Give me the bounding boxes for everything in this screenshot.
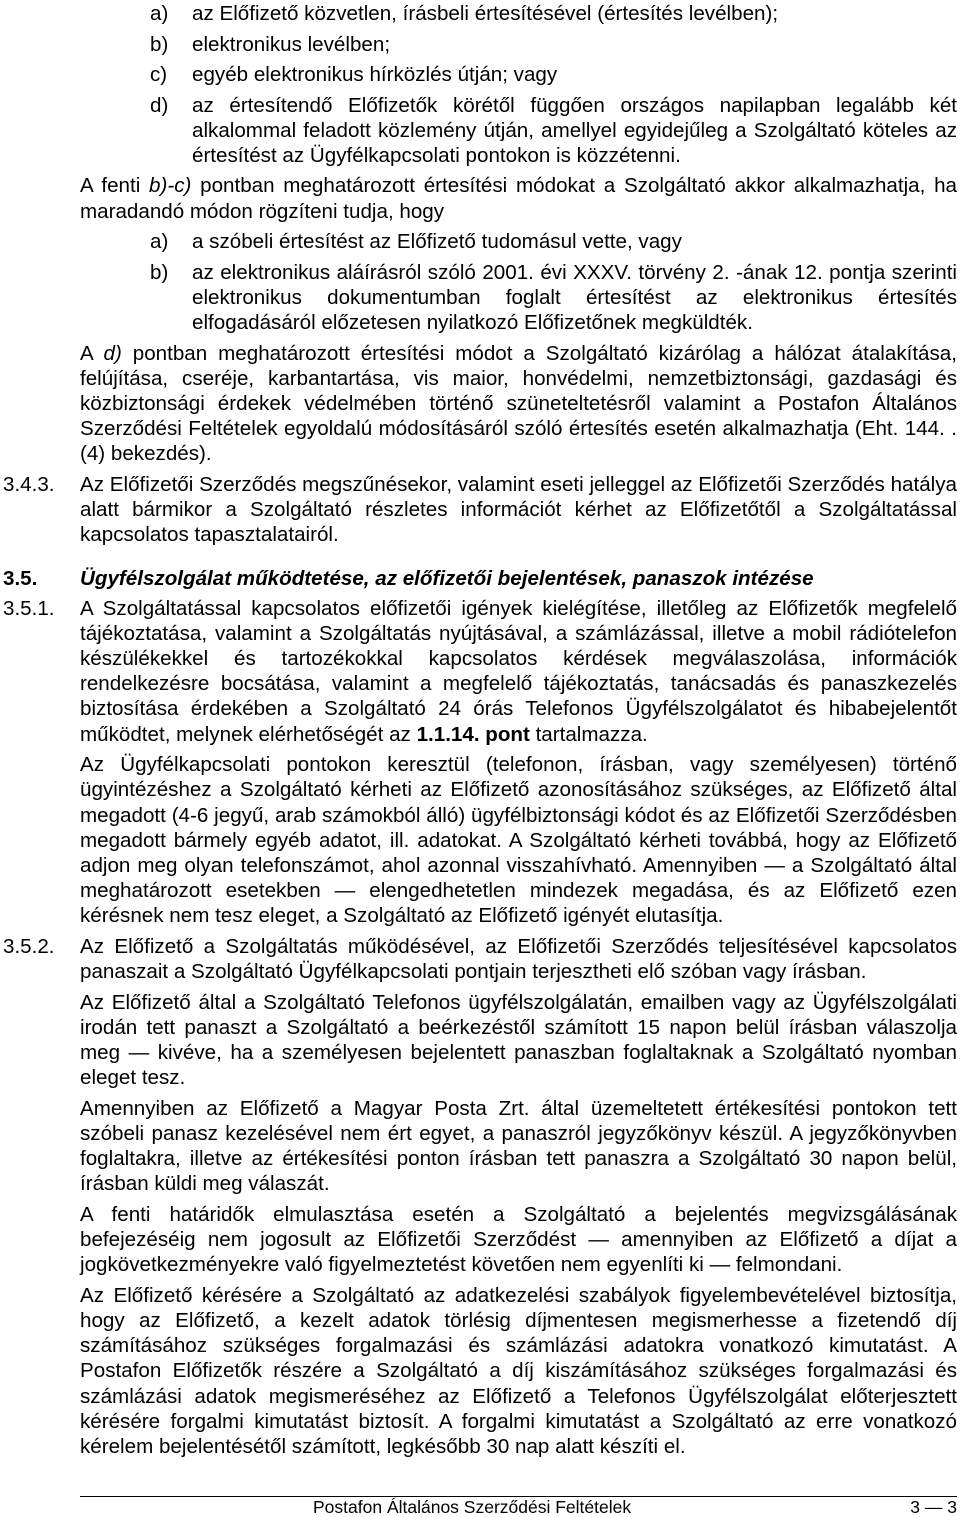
list-marker: a)	[150, 230, 169, 254]
section-number: 3.5.2.	[3, 934, 55, 958]
section-3-5-2	[3, 934, 957, 984]
list-text: az értesítendő Előfizetők körétől függően országos napilapban legalább két alkalommal feladott közlemény útján, amellyel egyidejűleg a Szolgáltató köteles az értesítést az Ügyfélkapcsolati pontokon is közzétenni.	[192, 93, 957, 167]
section-text: A Szolgáltatással kapcsolatos előfizetői igények kielégítése, illetőleg az Előfizetők megfelelő tájékoztatása, valamint a Szolgáltatás nyújtásával, a számlázással, illetve a mobil rádiótelefon készülékekkel és tartozékokkal kapcsolatos kérdések megválaszolása, információk rendelkezésre bocsátása, valamint a megfelelő tájékoztatás, tanácsadás és panaszkezelés biztosítása érdekében a Szolgáltató 24 órás Telefonos Ügyfélszolgálatot és hibabejelentőt működtet, melynek elérhetőségét az	[80, 596, 957, 746]
list-marker: d)	[150, 93, 169, 117]
list-item	[80, 229, 957, 254]
page-number: 3 — 3	[910, 1497, 957, 1517]
list-marker: b)	[150, 32, 169, 56]
section-number: 3.5.	[3, 567, 38, 591]
paragraph-traffic-report: Az Előfizető kérésére a Szolgáltató az adatkezelési szabályok figyelembevételével biztosítja, hogy az Előfizető, a kezelt adatok törlésig díjmentesen megismerhesse a fizetendő díj számításához szükséges forgalmazási és számlázási adatokra vonatkozó kimutatást. A Postafon Előfizetők részére a Szolgáltató a díj kiszámításához szükséges forgalmazási és számlázási adatok megismeréséhez az Előfizető a Telefonos Ügyfélszolgálat előterjesztett kérésére forgalmi kimutatást biztosít. A forgalmi kimutatást a Szolgáltató az erre vonatkozó kérelem bejelentésétől számított, legkésőbb 30 nap alatt készíti el.	[80, 1283, 957, 1458]
paragraph-text: pontban meghatározott értesítési módot a Szolgáltató kizárólag a hálózat átalakítása, felújítása, cseréje, karbantartása, vis maior, honvédelmi, nemzetbiztonsági, gazdasági és közbiztonsági érdekek védelmében történő szüneteltetésről valamint a Postafon Általános Szerződési Feltételek egyoldalú módosításáról szóló értesítés esetén alkalmazhatja (Eht. 144. . (4) bekezdés).	[80, 341, 957, 466]
section-number: 3.4.3.	[3, 472, 55, 496]
list-marker: c)	[150, 63, 168, 86]
list-item	[80, 1, 957, 26]
section-heading-3-5	[3, 566, 957, 591]
section-text: Az Előfizető a Szolgáltatás működésével, az Előfizetői Szerződés teljesítésével kapcsolatos panaszait a Szolgáltató Ügyfélkapcsolati pontjain terjesztheti elő szóban vagy írásban.	[80, 934, 957, 984]
paragraph-methods-bc	[80, 173, 957, 223]
section-3-4-3	[3, 472, 957, 548]
list-item	[80, 62, 957, 87]
list-marker: a)	[150, 2, 169, 25]
list-text: elektronikus levélben;	[192, 32, 391, 56]
paragraph-identification: Az Ügyfélkapcsolati pontokon keresztül (telefonon, írásban, vagy személyesen) történő ügyintézéshez a Szolgáltató kérheti az Előfizető azonosításához szükséges, az Előfizető által megadott (4-6 jegyű, arab számokból álló) ügyfélbiztonsági kódot és az Előfizetői Szerződésben megadott bármely egyéb adatot, ill. adatokat. A Szolgáltató kérheti továbbá, hogy az Előfizető adjon meg olyan telefonszámot, ahol azonnal visszahívható. Amennyiben — a Szolgáltató által meghatározott esetekben — elengedhetetlen mindezek megadása, és az Előfizető ezen kérésnek nem tesz eleget, a Szolgáltató az Előfizető igényét elutasítja.	[80, 753, 957, 928]
list-item	[80, 93, 957, 169]
list-text: egyéb elektronikus hírközlés útján; vagy	[192, 63, 558, 86]
list-text: az elektronikus aláírásról szóló 2001. évi XXXV. törvény 2. -ának 12. pontja szerinti elektronikus dokumentumban foglalt értesítést az elektronikus értesítés elfogadásáról előzetesen nyilatkozó Előfizetőnek megküldték.	[192, 260, 957, 335]
document-body	[3, 1, 957, 1464]
list-marker: b)	[150, 260, 169, 284]
italic-reference: b)-c)	[149, 174, 192, 198]
section-text: tartalmazza.	[529, 722, 648, 746]
page-footer	[80, 1496, 957, 1517]
italic-reference: d)	[103, 341, 122, 365]
section-text: Az Előfizetői Szerződés megszűnésekor, valamint eseti jelleggel az Előfizetői Szerződés hatálya alatt bármikor a Szolgáltató részletes információt kérhet az Előfizetőtől a Szolgáltatással kapcsolatos tapasztalatairól.	[80, 472, 957, 547]
bold-reference: 1.1.14. pont	[416, 722, 530, 746]
footer-title: Postafon Általános Szerződési Feltételek	[313, 1497, 632, 1517]
paragraph-text: A	[80, 341, 104, 365]
paragraph-text: A fenti	[80, 174, 150, 198]
list-text: a szóbeli értesítést az Előfizető tudomásul vette, vagy	[192, 230, 682, 254]
section-3-5-1	[3, 596, 957, 747]
list-item	[80, 260, 957, 336]
section-title: Ügyfélszolgálat működtetése, az előfizetői bejelentések, panaszok intézése	[80, 567, 814, 591]
paragraph-method-d	[80, 341, 957, 467]
list-text: az Előfizető közvetlen, írásbeli értesítésével (értesítés levélben);	[192, 2, 779, 25]
section-number: 3.5.1.	[3, 596, 55, 620]
paragraph-posta: Amennyiben az Előfizető a Magyar Posta Zrt. által üzemeltetett értékesítési pontokon tett szóbeli panasz kezelésével nem ért egyet, a panaszról jegyzőkönyv készül. A jegyzőkönyvben foglaltakra, illetve az értékesítési ponton írásban tett panaszra a Szolgáltató 30 napon belül, írásban küldi meg válaszát.	[80, 1096, 957, 1196]
list-item	[80, 32, 957, 57]
paragraph-complaint-reply: Az Előfizető által a Szolgáltató Telefonos ügyfélszolgálatán, emailben vagy az Ügyfélszolgálati irodán tett panaszt a Szolgáltató a beérkezéstől számított 15 napon belül írásban válaszolja meg — kivéve, ha a személyesen bejelentett panaszban foglaltaknak a Szolgáltató nyomban eleget tesz.	[80, 990, 957, 1090]
paragraph-text: pontban meghatározott értesítési módokat a Szolgáltató akkor alkalmazhatja, ha maradandó módon rögzíteni tudja, hogy	[80, 174, 957, 223]
paragraph-deadline: A fenti határidők elmulasztása esetén a Szolgáltató a bejelentés megvizsgálásának befejezéséig nem jogosult az Előfizetői Szerződést — amennyiben az Előfizető a díjat a jogkövetkezményekre való figyelmeztetést követően nem egyenlíti ki — felmondani.	[80, 1202, 957, 1277]
